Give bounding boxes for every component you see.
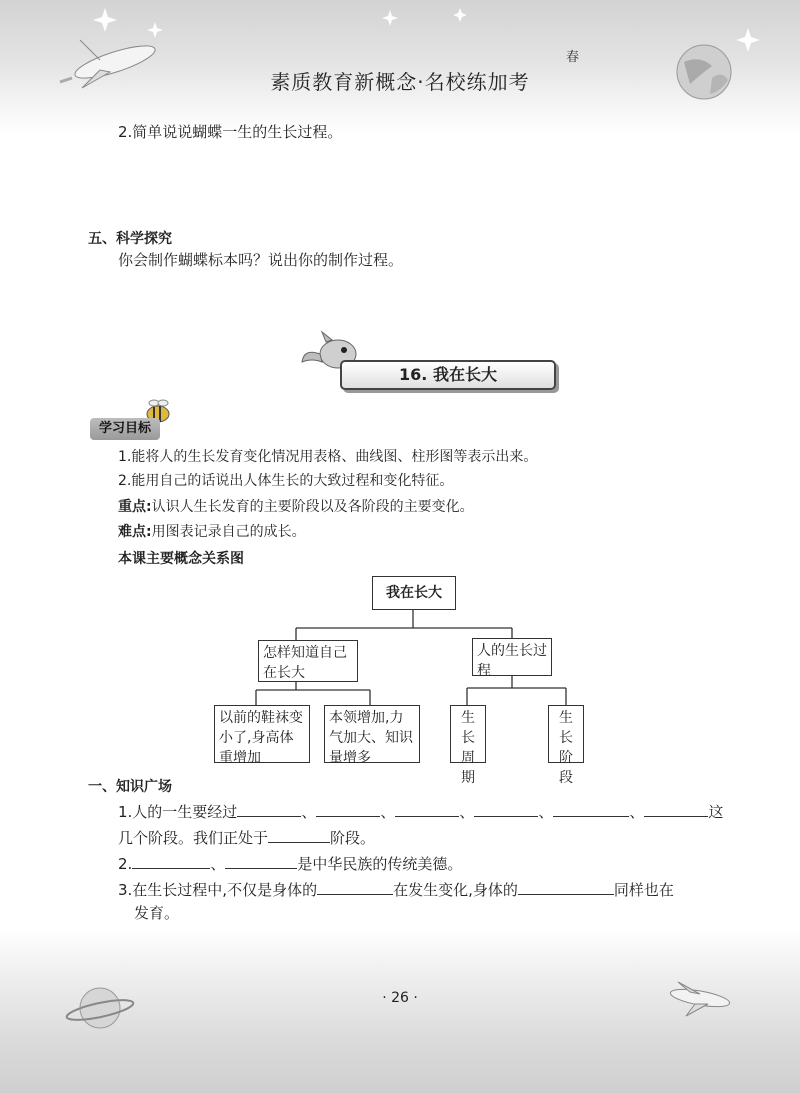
footer-decoration bbox=[0, 960, 800, 1093]
key-point-label: 重点: bbox=[118, 499, 152, 515]
fill-question-1-line2 bbox=[118, 826, 375, 848]
difficulty-text: 用图表记录自己的成长。 bbox=[151, 524, 306, 540]
answer-blank[interactable] bbox=[317, 878, 393, 895]
concept-leaf-node: 生长阶段 bbox=[548, 705, 584, 763]
fill-question-3 bbox=[118, 878, 674, 900]
answer-blank[interactable] bbox=[644, 800, 708, 817]
answer-blank[interactable] bbox=[474, 800, 538, 817]
answer-blank[interactable] bbox=[132, 852, 210, 869]
question-text: 几个阶段。我们正处于 bbox=[118, 829, 269, 847]
concept-left-node: 怎样知道自己在长大 bbox=[258, 640, 358, 682]
fill-question-1 bbox=[118, 800, 723, 822]
question-text: 同样也在 bbox=[613, 881, 674, 899]
fill-question-2 bbox=[118, 852, 462, 874]
concept-leaf-node: 本领增加,力气加大、知识量增多 bbox=[324, 705, 420, 763]
concept-map-title: 本课主要概念关系图 bbox=[118, 551, 244, 567]
question-text: 在发生变化,身体的 bbox=[393, 881, 518, 899]
separator: 、 bbox=[538, 803, 554, 821]
answer-blank[interactable] bbox=[553, 800, 629, 817]
answer-blank[interactable] bbox=[395, 800, 459, 817]
goal-item: 1.能将人的生长发育变化情况用表格、曲线图、柱形图等表示出来。 bbox=[118, 449, 538, 465]
section-title: 五、科学探究 bbox=[88, 231, 172, 247]
goal-item: 2.能用自己的话说出人体生长的大致过程和变化特征。 bbox=[118, 473, 454, 489]
page-number: · 26 · bbox=[382, 990, 418, 1006]
question-text: 3.在生长过程中,不仅是身体的 bbox=[118, 881, 318, 899]
question-text: 发育。 bbox=[134, 904, 180, 922]
separator: 、 bbox=[210, 855, 226, 873]
concept-leaf-node: 生长周期 bbox=[450, 705, 486, 763]
question-text: 这 bbox=[708, 803, 724, 821]
lesson-title-banner: 16. 我在长大 bbox=[340, 360, 556, 390]
key-point-text: 认识人生长发育的主要阶段以及各阶段的主要变化。 bbox=[151, 499, 474, 515]
question-text: 2. bbox=[118, 855, 133, 873]
concept-right-node: 人的生长过程 bbox=[472, 638, 552, 676]
question-text: 阶段。 bbox=[330, 829, 376, 847]
answer-blank[interactable] bbox=[518, 878, 614, 895]
answer-blank[interactable] bbox=[225, 852, 297, 869]
answer-blank[interactable] bbox=[237, 800, 301, 817]
season-tag: 春 bbox=[566, 50, 580, 65]
section-title: 一、知识广场 bbox=[88, 779, 172, 795]
separator: 、 bbox=[301, 803, 317, 821]
question-text: 2.简单说说蝴蝶一生的生长过程。 bbox=[118, 123, 343, 141]
question-text: 你会制作蝴蝶标本吗？说出你的制作过程。 bbox=[118, 251, 404, 269]
answer-blank[interactable] bbox=[268, 826, 330, 843]
difficulty-label: 难点: bbox=[118, 524, 152, 540]
concept-root-node: 我在长大 bbox=[372, 576, 456, 610]
separator: 、 bbox=[629, 803, 645, 821]
learning-goals-badge: 学习目标 bbox=[90, 418, 160, 440]
concept-leaf-node: 以前的鞋袜变小了,身高体重增加 bbox=[214, 705, 310, 763]
question-text: 1.人的一生要经过 bbox=[118, 803, 238, 821]
header-title: 素质教育新概念·名校练加考 bbox=[270, 70, 530, 94]
separator: 、 bbox=[459, 803, 475, 821]
question-text: 是中华民族的传统美德。 bbox=[297, 855, 463, 873]
answer-blank[interactable] bbox=[316, 800, 380, 817]
separator: 、 bbox=[380, 803, 396, 821]
